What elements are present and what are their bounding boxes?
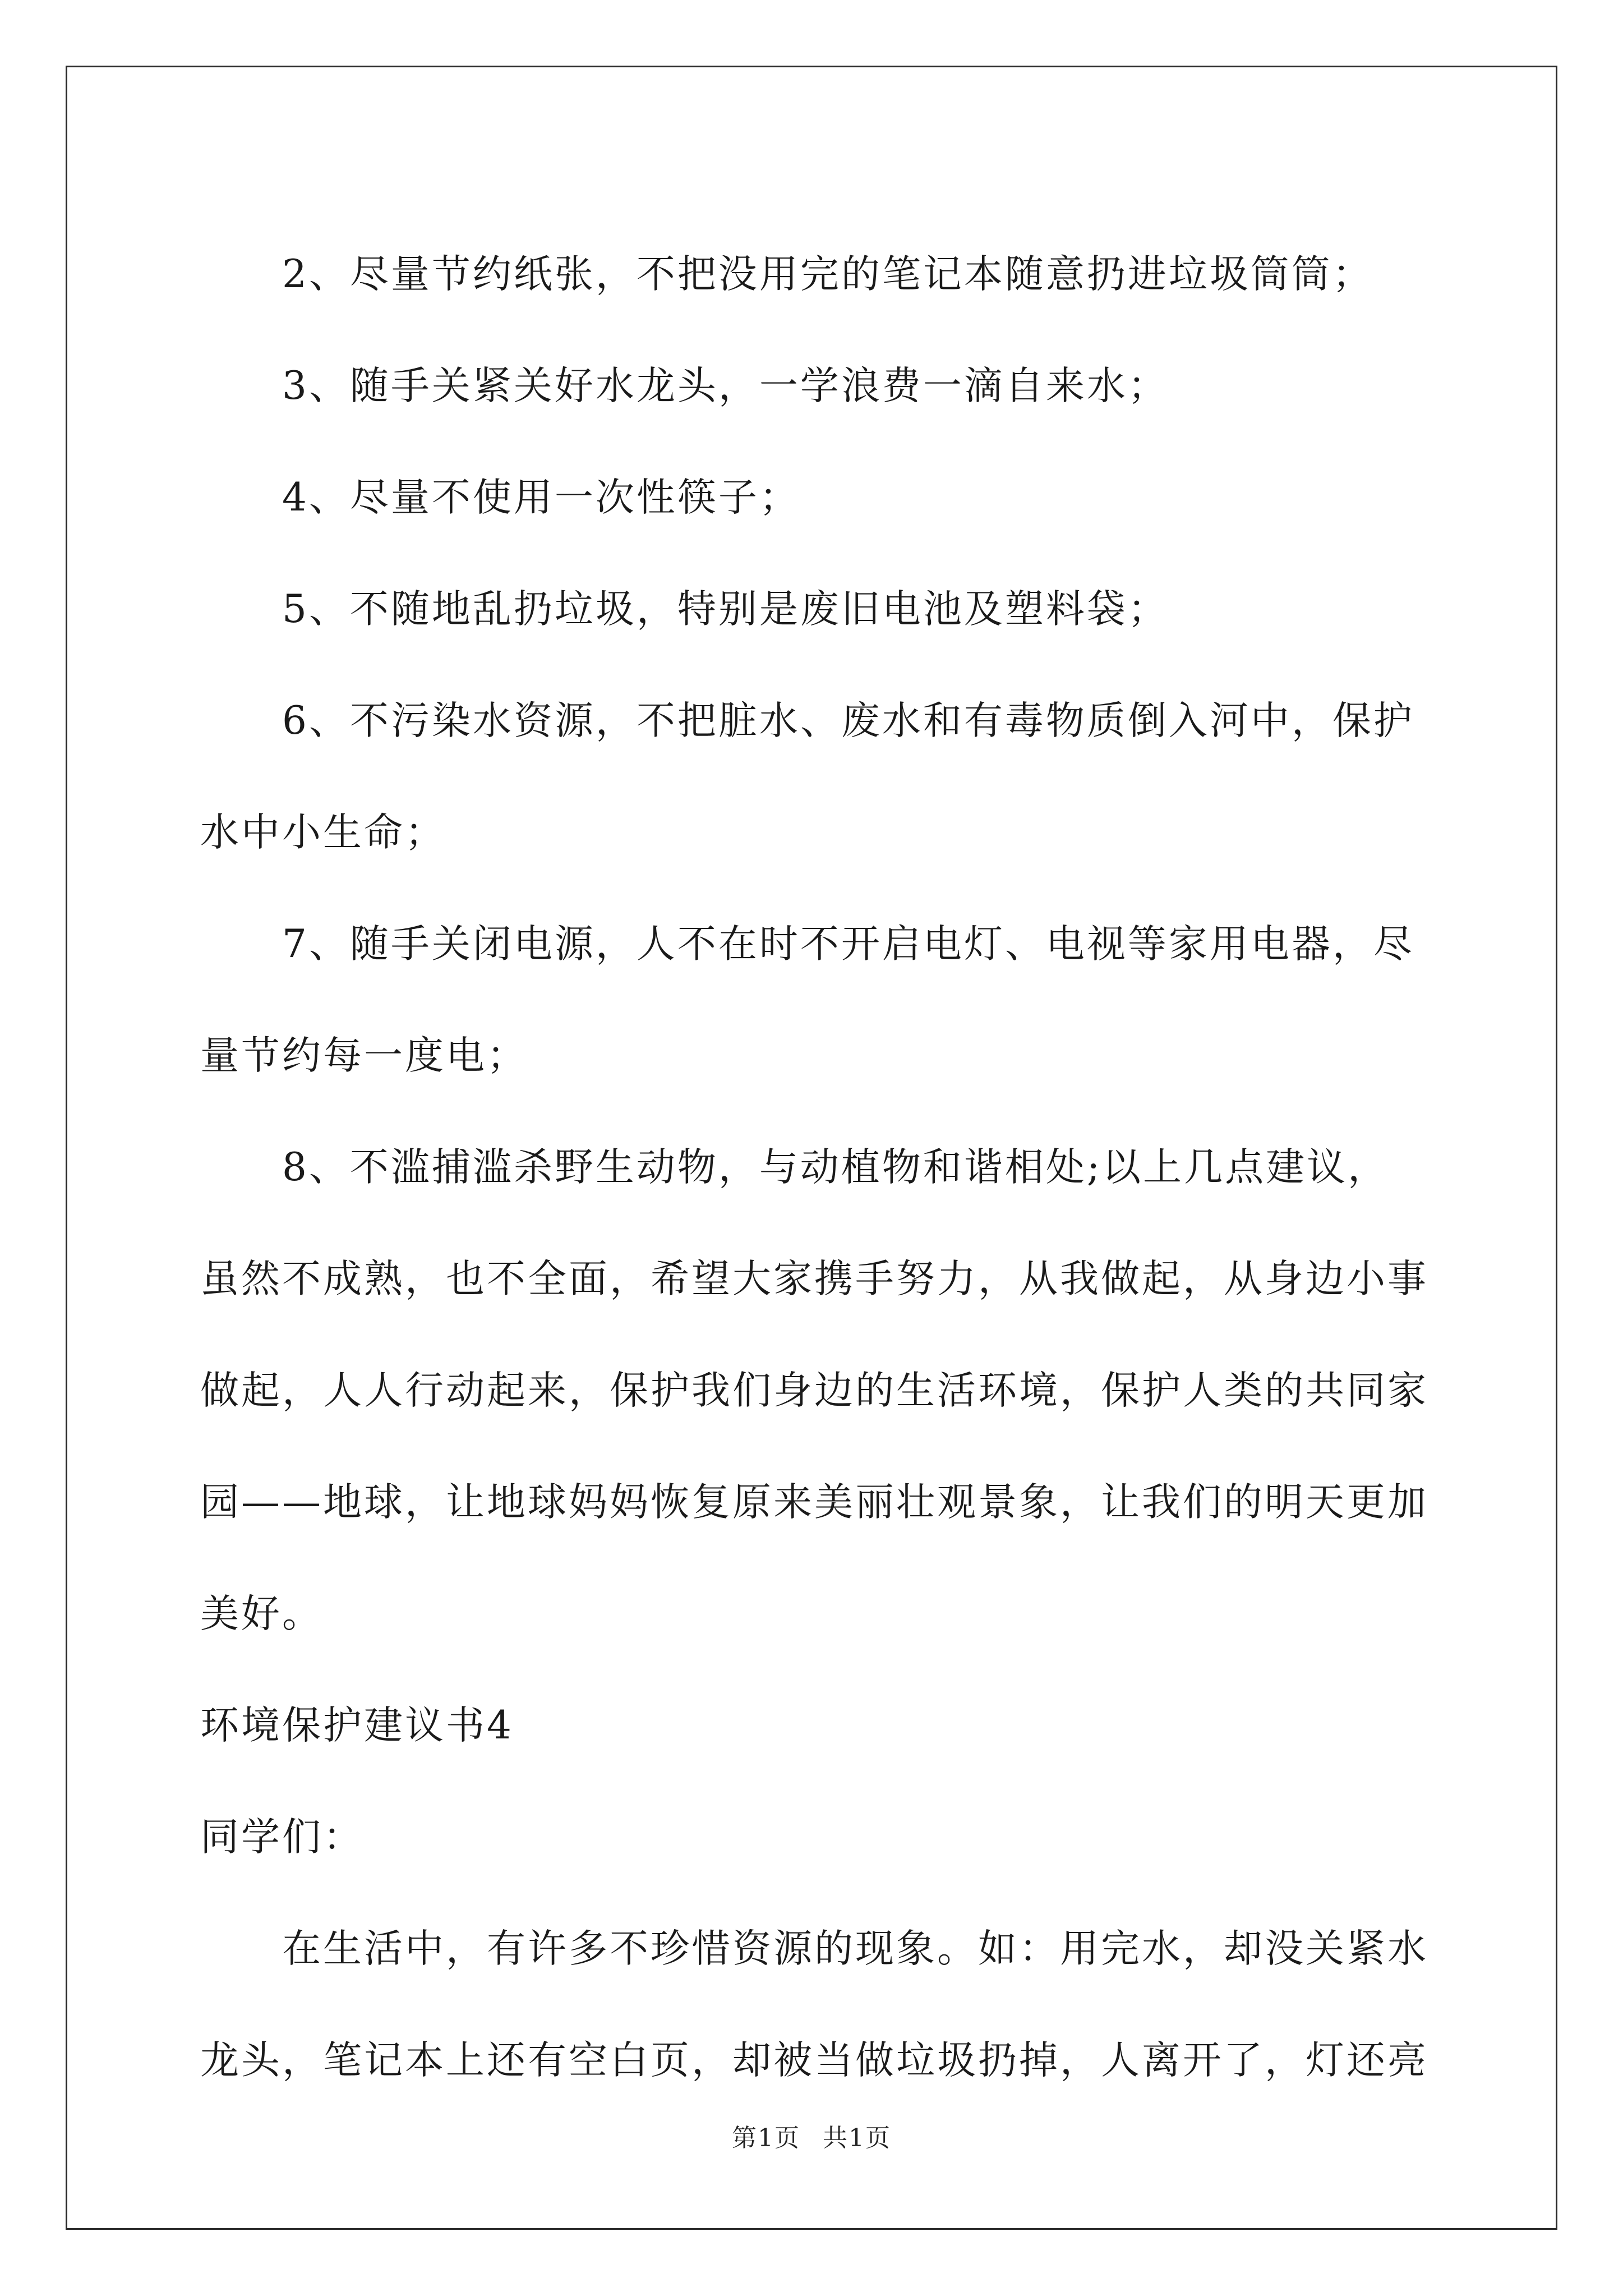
paragraph-item-8: 8、不滥捕滥杀野生动物，与动植物和谐相处;以上几点建议，虽然不成熟，也不全面，希望大家携手努力，从我做起，从身边小事做起，人人行动起来，保护我们身边的生活环境，保护人类的共同家园——地球，让地球妈妈恢复原来美丽壮观景象，让我们的明天更加美好。 (200, 1145, 1428, 1636)
salutation: 同学们： (200, 1815, 364, 1860)
page-number: 第1页 (732, 2124, 800, 2152)
paragraph-item-4: 4、尽量不使用一次性筷子； (282, 475, 800, 520)
page-footer (0, 2118, 1623, 2154)
document-body (200, 219, 1428, 2116)
page-total: 共1页 (823, 2124, 891, 2152)
paragraph-item-5: 5、不随地乱扔垃圾，特别是废旧电池及塑料袋； (282, 587, 1169, 632)
paragraph-item-7: 7、随手关闭电源，人不在时不开启电灯、电视等家用电器，尽量节约每一度电； (200, 922, 1414, 1078)
paragraph-item-2: 2、尽量节约纸张，不把没用完的笔记本随意扔进垃圾筒筒； (282, 252, 1373, 297)
paragraph-item-3: 3、随手关紧关好水龙头，一学浪费一滴自来水； (282, 364, 1169, 408)
body-paragraph: 在生活中，有许多不珍惜资源的现象。如：用完水，却没关紧水龙头，笔记本上还有空白页，却被当做垃圾扔掉，人离开了，灯还亮 (200, 1926, 1428, 2083)
section-title: 环境保护建议书4 (200, 1703, 514, 1748)
paragraph-item-6: 6、不污染水资源，不把脏水、废水和有毒物质倒入河中，保护水中小生命； (200, 698, 1414, 855)
